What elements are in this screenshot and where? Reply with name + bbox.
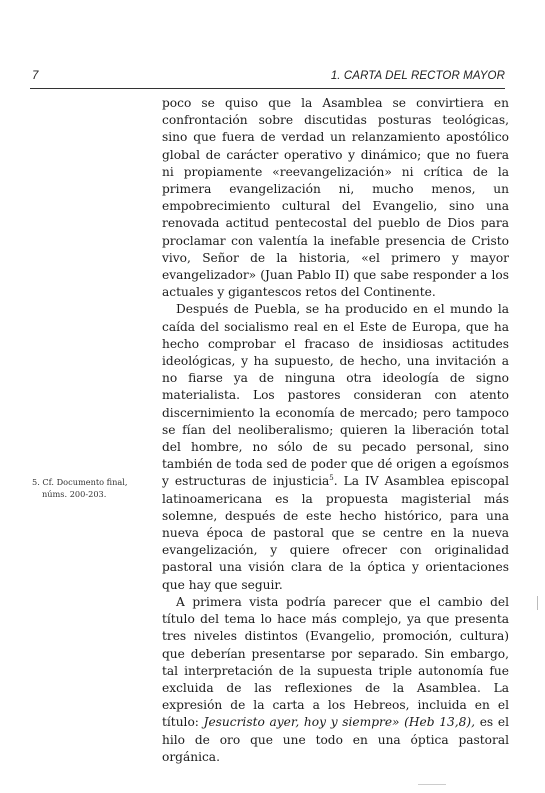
main-text-column <box>162 95 509 766</box>
paragraph-2-text-b: . La IV Asamblea episcopal latinoamericana es la propuesta magisterial más solemne, después de este hecho histórico, para una nueva época de pastoral que se centre en la nueva evangelización, y quiere ofrecer con originalidad pastoral una visión clara de la óptica y orientaciones que hay que seguir. <box>162 474 509 592</box>
chapter-title: 1. CARTA DEL RECTOR MAYOR <box>330 70 505 82</box>
footnote-reference: 5 <box>329 474 334 483</box>
scripture-quote: Jesucristo ayer, hoy y siempre» (Heb 13,8), <box>203 715 476 730</box>
page-number: 7 <box>32 70 39 82</box>
paragraph-3-text-a: A primera vista podría parecer que el cambio del título del tema lo hace más complejo, ya que presenta tres niveles distintos (Evangelio, promoción, cultura) que deberían presentarse por separado. Sin embargo, tal interpretación de la supuesta triple autonomía fue excluida de las reflexiones de la Asamblea. La expresión de la carta a los Hebreos, incluida en el título: <box>162 594 509 730</box>
paragraph-3-text-b: es el hilo de oro que une todo en una óptica pastoral orgánica. <box>162 715 509 764</box>
running-header <box>30 68 505 89</box>
footnote-line-1: 5. Cf. Documento final, <box>32 477 128 487</box>
footnote-line-2: núms. 200-203. <box>42 489 107 499</box>
margin-footnote <box>32 476 144 500</box>
paragraph-1: poco se quiso que la Asamblea se convirtiera en confrontación sobre discutidas posturas teológicas, sino que fuera de verdad un relanzamiento apostólico global de carácter operativo y dinámico; que no fuera ni propiamente «reevangelización» ni crítica de la primera evangelización ni, mucho menos, un empobrecimiento cultural del Evangelio, sino una renovada actitud pentecostal del pueblo de Dios para proclamar con valentía la inefable presencia de Cristo vivo, Señor de la historia, «el primero y mayor evangelizador» (Juan Pablo II) que sabe responder a los actuales y gigantescos retos del Continente. <box>162 96 509 300</box>
scan-edge-mark <box>537 596 538 610</box>
paragraph-2 <box>162 301 509 593</box>
paragraph-2-text-a: Después de Puebla, se ha producido en el mundo la caída del socialismo real en el Este de Europa, que ha hecho comprobar el fracaso de insidiosas actitudes ideológicas, y ha supuesto, de hecho, una invitación a no fiarse ya de ninguna otra ideología de signo materialista. Los pastores consideran con atento discernimiento la economía de mercado; pero tampoco se fían del neoliberalismo; quieren la liberación total del hombre, no sólo de su pecado personal, sino también de toda sed de poder que dé origen a egoísmos y estructuras de injusticia <box>162 302 509 489</box>
scan-bottom-mark <box>418 784 446 785</box>
paragraph-3 <box>162 594 509 766</box>
